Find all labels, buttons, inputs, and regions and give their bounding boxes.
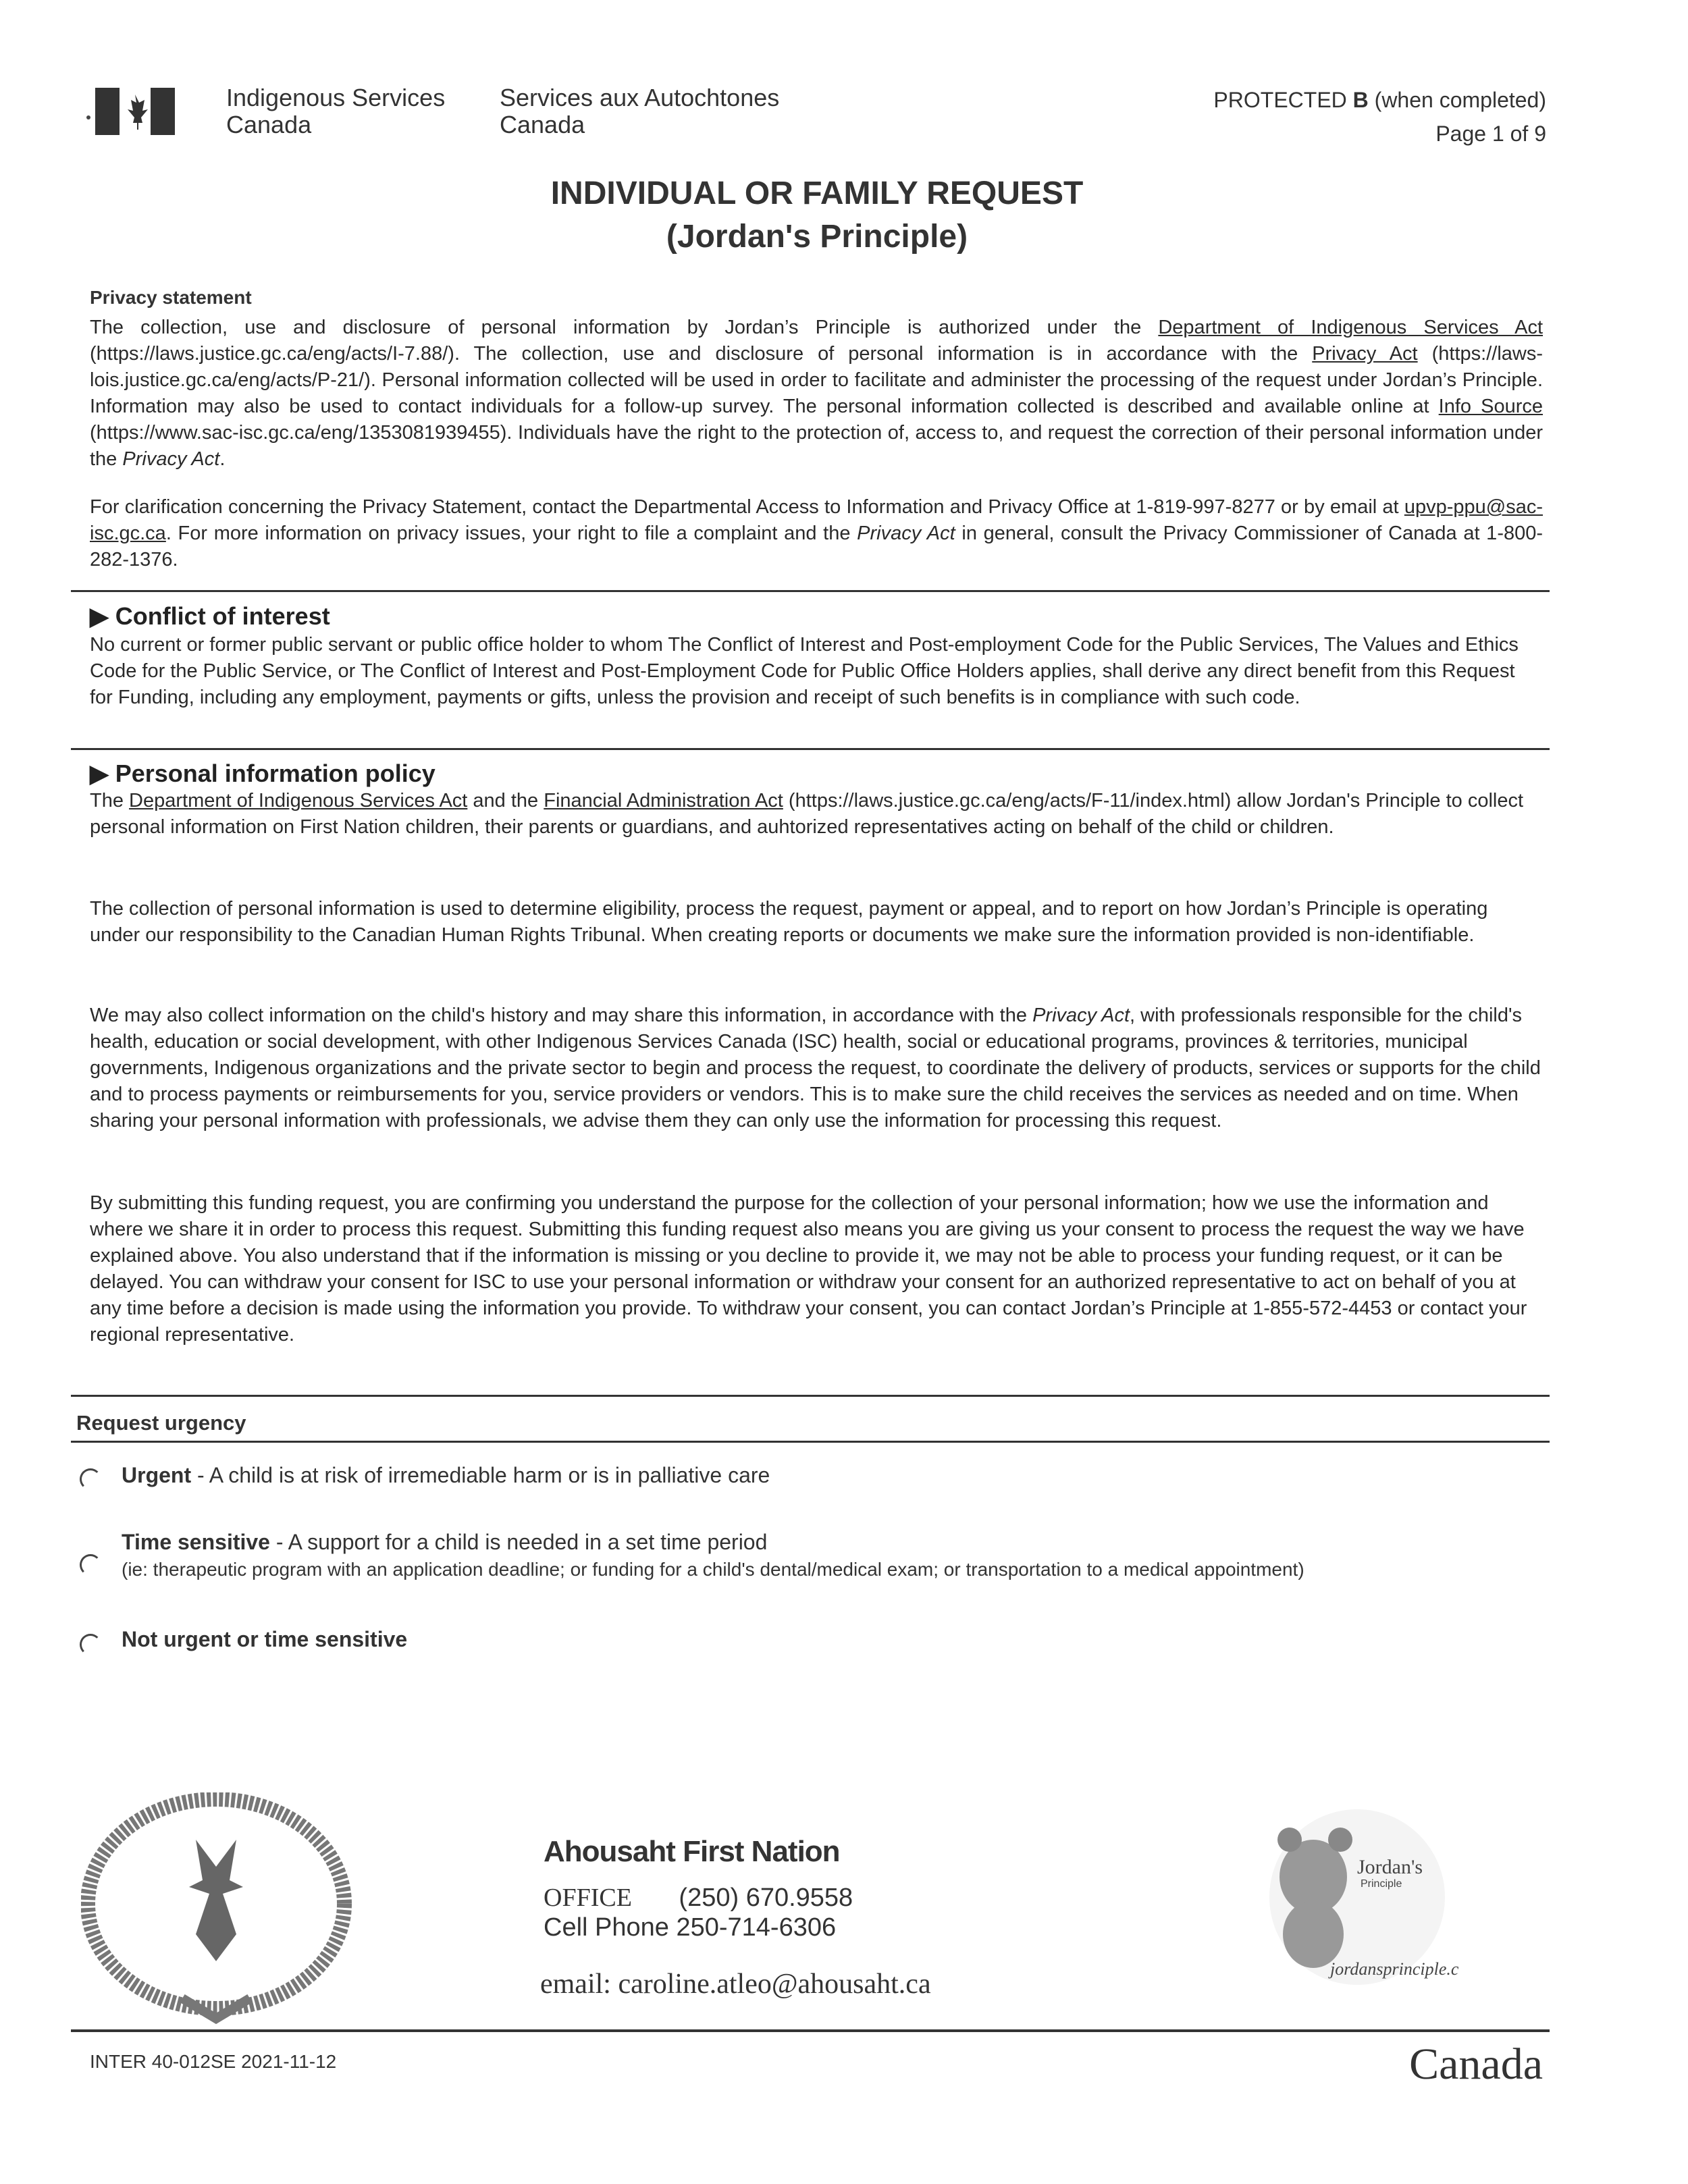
financial-act-link[interactable]: Financial Administration Act: [544, 790, 783, 811]
text: (https://laws.justice.gc.ca/eng/acts/F-11/index.html) allow Jordan's Principle to collect personal information on First Nation children, their parents or guardians, and auhtorized representatives acting on behalf of the child or children.: [90, 790, 1524, 838]
divider: [71, 748, 1550, 750]
divider: [71, 590, 1550, 592]
divider: [71, 1395, 1550, 1397]
department-name-en: [226, 84, 445, 138]
dept-fr-line2: Canada: [500, 111, 585, 138]
protected-prefix: PROTECTED: [1213, 88, 1353, 112]
text: Privacy Act: [1032, 1005, 1130, 1026]
divider: [71, 1441, 1550, 1443]
dept-act-link[interactable]: Department of Indigenous Services Act: [1158, 317, 1544, 338]
privacy-act-link[interactable]: Privacy Act: [1312, 343, 1418, 365]
office-phone: [544, 1884, 853, 1912]
option-label: Urgent: [122, 1463, 192, 1487]
option-label: Time sensitive: [122, 1530, 270, 1554]
conflict-heading: [90, 602, 330, 631]
text: We may also collect information on the child's history and may share this information, in accordance with the: [90, 1005, 1033, 1026]
text: , with professionals responsible for the child's health, education or social development, with other Indigenous Services Canada (ISC) health, social or educational programs, provinces & territories, municipal governments, Indigenous organizations and the private sector to begin and process the request, to coordinate the delivery of products, services or supports for the child and to process payments or reimbursements for you, service providers or vendors. This is to make sure the child receives the services as needed and on time. When sharing your personal information with professionals, we advise them they can only use the information for processing this request.: [90, 1005, 1541, 1131]
option-desc: - A child is at risk of irremediable harm or is in palliative care: [191, 1463, 770, 1487]
urgency-heading: Request urgency: [76, 1411, 246, 1435]
personal-info-heading: [90, 760, 436, 788]
triangle-right-icon: ▶: [90, 760, 109, 787]
dept-en-line1: Indigenous Services: [226, 84, 446, 111]
not-urgent-radio[interactable]: [80, 1634, 101, 1655]
option-note: (ie: therapeutic program with an application deadline; or funding for a child's dental/medical exam; or transportation to a medical appointment): [122, 1559, 1304, 1580]
protected-label: [1213, 88, 1546, 113]
info-source-link[interactable]: Info Source: [1438, 396, 1543, 417]
text: (https://laws.justice.gc.ca/eng/acts/I-7.88/). The collection, use and disclosure of personal information is in accordance with the: [90, 343, 1313, 365]
text: . For more information on privacy issues, your right to file a complaint and the: [165, 523, 858, 544]
conflict-heading-text: Conflict of interest: [115, 602, 330, 630]
form-id: INTER 40-012SE 2021-11-12: [90, 2051, 337, 2072]
text: For clarification concerning the Privacy Statement, contact the Departmental Access to Information and Privacy Office at 1-819-997-8277 or by email at: [90, 496, 1404, 518]
personal-info-heading-text: Personal information policy: [115, 760, 436, 787]
personal-info-paragraph-1: [90, 788, 1541, 841]
jordans-principle-logo-icon: [1256, 1803, 1458, 1992]
protected-suffix: (when completed): [1368, 88, 1546, 112]
text: Privacy Act: [122, 448, 220, 470]
text: and the: [467, 790, 544, 811]
text: .: [219, 448, 226, 470]
urgent-option[interactable]: [122, 1463, 770, 1488]
text: (https://www.sac-isc.gc.ca/eng/1353081939455). Individuals have the right to the protection of, access to, and request the correction of their personal information under the: [90, 422, 1543, 470]
privacy-heading: Privacy statement: [90, 287, 252, 308]
personal-info-paragraph-2: The collection of personal information is used to determine eligibility, process the request, payment or appeal, and to report on how Jordan’s Principle is operating under our responsibility to the Canadian Human Rights Tribunal. When creating reports or documents we make sure the information provided is non-identifiable.: [90, 898, 1488, 946]
option-label: Not urgent or time sensitive: [122, 1627, 408, 1651]
text: (https://laws-lois.justice.gc.ca/eng/acts/P-21/). Personal information collected will be used in order to facilitate and administer the processing of the request under Jordan’s Principle. Information may also be used to contact individuals for a follow-up survey. The personal information collected is described and available online at: [90, 343, 1543, 417]
privacy-email-link[interactable]: upvp-ppu@sac-isc.gc.ca: [90, 496, 1543, 544]
text: The: [90, 790, 130, 811]
triangle-right-icon: ▶: [90, 602, 109, 630]
office-phone-number: (250) 670.9558: [679, 1884, 853, 1912]
svg-text:Jordan's: Jordan's: [1357, 1856, 1423, 1878]
org-name: Ahousaht First Nation: [544, 1835, 840, 1868]
privacy-paragraph-1: [90, 315, 1543, 473]
protected-level: B: [1352, 88, 1369, 112]
text: Privacy Act: [857, 523, 955, 544]
personal-info-paragraph-4: By submitting this funding request, you are confirming you understand the purpose for the collection of your personal information; how we use the information and where we share it in order to process this request. Submitting this funding request also means you are giving us your consent to process the request the way we have explained above. You also understand that if the information is missing or you decline to provide it, we may not be able to process your funding request, or it can be delayed. You can withdraw your consent for ISC to use your personal information or withdraw your consent for an authorized representative to act on behalf of you at any time before a decision is made using the information you provide. To withdraw your consent, you can contact Jordan’s Principle at 1-855-572-4453 or contact your regional representative.: [90, 1192, 1527, 1346]
canada-wordmark: Canada: [1409, 2040, 1543, 2089]
cell-phone: Cell Phone 250-714-6306: [544, 1913, 837, 1942]
dept-en-line2: Canada: [226, 111, 312, 138]
title-line1: INDIVIDUAL OR FAMILY REQUEST: [550, 176, 1084, 211]
ahousaht-emblem-icon: [81, 1792, 358, 2025]
conflict-body: No current or former public servant or public office holder to whom The Conflict of Interest and Post-employment Code for the Public Services, The Values and Ethics Code for the Public Service, or The Conflict of Interest and Post-Employment Code for Public Office Holders applies, shall derive any direct benefit from this Request for Funding, including any employment, payments or gifts, unless the provision and receipt of such benefits is in compliance with such code.: [90, 634, 1519, 708]
dept-fr-line1: Services aux Autochtones: [500, 84, 780, 111]
privacy-paragraph-2: [90, 494, 1543, 573]
footer-divider: [71, 2029, 1550, 2032]
time-sensitive-option[interactable]: [122, 1530, 1304, 1580]
office-label: OFFICE: [544, 1884, 632, 1912]
option-desc: - A support for a child is needed in a set time period: [269, 1530, 768, 1554]
text: in general, consult the Privacy Commissioner of Canada at 1-800-282-1376.: [90, 523, 1544, 570]
department-name-fr: [500, 84, 779, 138]
canada-flag-icon: [84, 86, 186, 135]
dept-act-link[interactable]: Department of Indigenous Services Act: [129, 790, 468, 811]
page-number: Page 1 of 9: [1435, 122, 1546, 146]
page-title: [0, 172, 1634, 259]
personal-info-paragraph-3: [90, 1003, 1541, 1134]
text: The collection, use and disclosure of personal information by Jordan’s Principle is authorized under the: [90, 317, 1159, 338]
contact-email: email: caroline.atleo@ahousaht.ca: [540, 1969, 931, 2000]
not-urgent-option[interactable]: [122, 1627, 407, 1652]
time-sensitive-radio[interactable]: [80, 1554, 101, 1576]
svg-text:jordansprinciple.ca: jordansprinciple.ca: [1330, 1959, 1458, 1979]
urgent-radio[interactable]: [80, 1468, 101, 1490]
svg-text:Principle: Principle: [1361, 1878, 1402, 1890]
title-line2: (Jordan's Principle): [666, 219, 968, 255]
